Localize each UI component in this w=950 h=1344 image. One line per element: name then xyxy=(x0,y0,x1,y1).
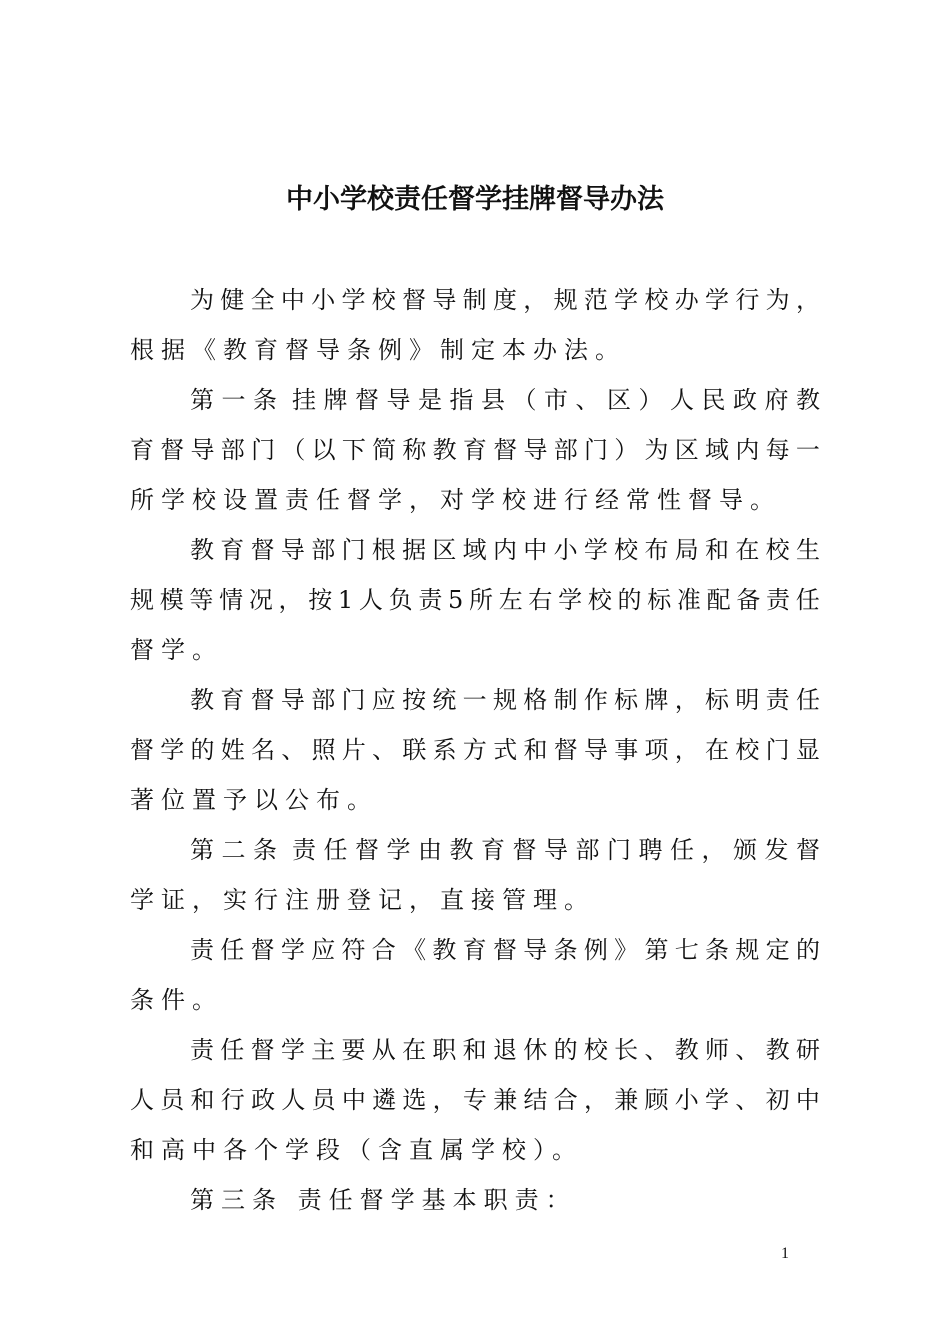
body-line: 为 健 全 中 小 学 校 督 导 制 度 ， 规 范 学 校 办 学 行 为 ， xyxy=(190,286,820,314)
body-line: 第三条 责任督学基本职责： xyxy=(190,1186,577,1214)
document-title: 中小学校责任督学挂牌督导办法 xyxy=(286,184,664,215)
body-line: 育 督 导 部 门 （ 以 下 简 称 教 育 督 导 部 门 ） 为 区 域 内 每 一 xyxy=(130,436,820,464)
body-line: 条件。 xyxy=(130,986,223,1014)
body-line: 教 育 督 导 部 门 根 据 区 域 内 中 小 学 校 布 局 和 在 校 生 xyxy=(190,536,820,564)
body-line: 所学校设置责任督学，对学校进行经常性督导。 xyxy=(130,486,781,514)
body-line: 人 员 和 行 政 人 员 中 遴 选 ， 专 兼 结 合 ， 兼 顾 小 学 、 初 中 xyxy=(130,1086,820,1114)
body-line: 学证，实行注册登记，直接管理。 xyxy=(130,886,595,914)
body-line: 教 育 督 导 部 门 应 按 统 一 规 格 制 作 标 牌 ， 标 明 责 任 xyxy=(190,686,820,714)
body-line: 责 任 督 学 主 要 从 在 职 和 退 休 的 校 长 、 教 师 、 教 研 xyxy=(190,1036,820,1064)
page-number: 1 xyxy=(781,1245,789,1262)
body-line: 第 二 条 责 任 督 学 由 教 育 督 导 部 门 聘 任 ， 颁 发 督 xyxy=(190,836,820,864)
body-line: 和高中各个学段（含直属学校）。 xyxy=(130,1136,583,1164)
body-line: 第 一 条 挂 牌 督 导 是 指 县 （ 市 、 区 ） 人 民 政 府 教 xyxy=(190,386,820,414)
body-line: 督 学 的 姓 名 、 照 片 、 联 系 方 式 和 督 导 事 项 ， 在 校 门 显 xyxy=(130,736,820,764)
body-line: 著位置予以公布。 xyxy=(130,786,378,814)
body-line: 规 模 等 情 况 ， 按 1 人 负 责 5 所 左 右 学 校 的 标 准 配 备 责 任 xyxy=(130,586,820,614)
body-line: 责 任 督 学 应 符 合 《 教 育 督 导 条 例 》 第 七 条 规 定 的 xyxy=(190,936,820,964)
body-line: 督学。 xyxy=(130,636,223,664)
body-line: 根据《教育督导条例》制定本办法。 xyxy=(130,336,626,364)
